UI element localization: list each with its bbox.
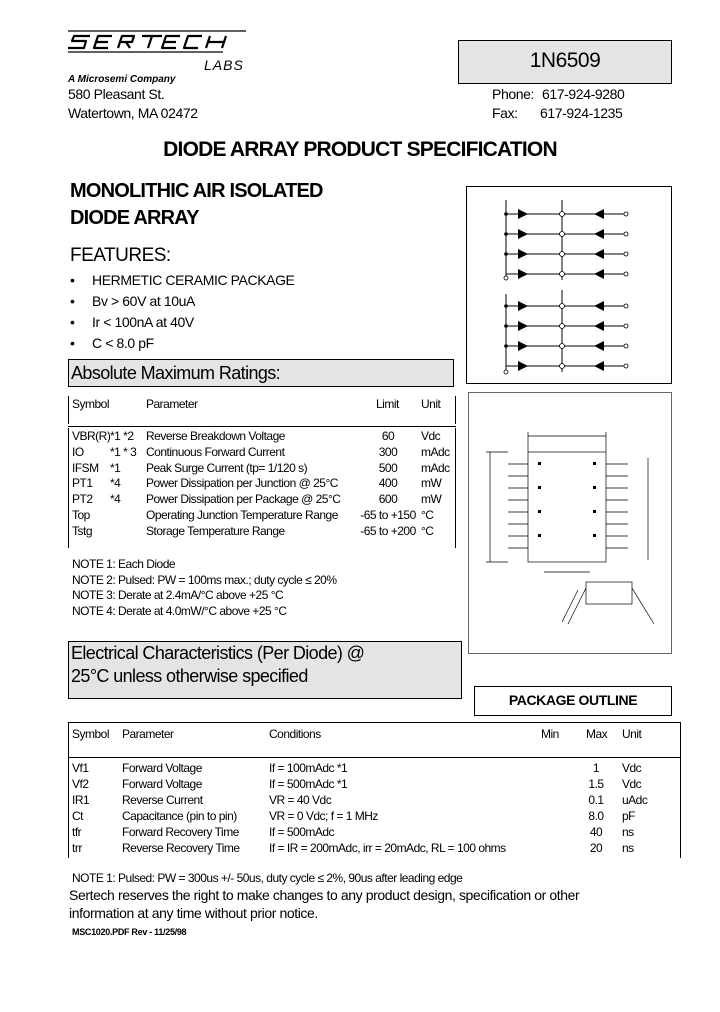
feature-item — [70, 335, 154, 351]
elec-cell-symbol: Vf1 — [72, 761, 89, 775]
abs-cell-limit: -65 to +200 — [360, 523, 416, 538]
elec-header-parameter: Parameter — [122, 727, 174, 741]
product-title-line-1: MONOLITHIC AIR ISOLATED — [70, 180, 323, 202]
abs-header-parameter: Parameter — [146, 397, 198, 411]
elec-cell-parameter: Forward Voltage — [122, 761, 202, 775]
abs-note-4: NOTE 4: Derate at 4.0mW/°C above +25 °C — [72, 604, 287, 618]
elec-cell-max: 0.1 — [588, 793, 604, 807]
elec-cell-parameter: Reverse Recovery Time — [122, 841, 240, 855]
elec-cell-parameter: Forward Recovery Time — [122, 825, 239, 839]
product-title-line-2: DIODE ARRAY — [70, 207, 199, 229]
elec-cell-unit: Vdc — [622, 761, 642, 775]
elec-cell-unit: ns — [622, 841, 634, 855]
table-border — [68, 722, 69, 858]
abs-cell-parameter: Peak Surge Current (tp= 1/120 s) — [146, 460, 308, 475]
abs-cell-limit: 600 — [378, 492, 398, 507]
abs-cell-parameter: Reverse Breakdown Voltage — [146, 429, 285, 443]
feature-text: HERMETIC CERAMIC PACKAGE — [92, 272, 295, 288]
abs-max-heading: Absolute Maximum Ratings: — [68, 359, 454, 387]
feature-item — [70, 314, 194, 330]
abs-cell-symbol: PT1 — [72, 476, 93, 491]
diode-array-schematic — [466, 186, 672, 384]
address-line-2: Watertown, MA 02472 — [68, 105, 198, 121]
phone-label: Phone: — [492, 86, 534, 102]
abs-note-1: NOTE 1: Each Diode — [72, 557, 176, 571]
table-border — [68, 428, 69, 548]
phone-number: 617-924-9280 — [542, 86, 625, 102]
abs-cell-symbol: PT2 — [72, 492, 93, 507]
abs-cell-note: *1 * 3 — [110, 444, 137, 459]
elec-cell-parameter: Forward Voltage — [122, 777, 202, 791]
package-outline-label: PACKAGE OUTLINE — [474, 686, 672, 716]
footer-doc-id: MSC1020.PDF Rev - 11/25/98 — [72, 927, 187, 937]
elec-heading-line-1: Electrical Characteristics (Per Diode) @ — [71, 643, 365, 663]
elec-cell-symbol: IR1 — [72, 793, 90, 807]
abs-note-3: NOTE 3: Derate at 2.4mA/°C above +25 °C — [72, 588, 284, 602]
elec-cell-unit: uAdc — [622, 793, 648, 807]
feature-text: Ir < 100nA at 40V — [92, 314, 194, 330]
elec-cell-conditions: If = 500mAdc — [269, 825, 335, 839]
company-tagline: A Microsemi Company — [68, 74, 176, 85]
elec-cell-unit: Vdc — [622, 777, 642, 791]
elec-cell-max: 1.5 — [588, 777, 604, 791]
elec-header-unit: Unit — [622, 727, 642, 741]
abs-cell-symbol: Top — [72, 508, 90, 522]
abs-cell-parameter: Storage Temperature Range — [146, 523, 285, 538]
abs-cell-symbol: IFSM — [72, 460, 99, 475]
table-divider — [68, 722, 681, 723]
elec-header-max: Max — [586, 727, 608, 741]
elec-heading — [68, 641, 462, 699]
elec-cell-symbol: tfr — [72, 825, 82, 839]
elec-cell-parameter: Capacitance (pin to pin) — [122, 809, 237, 823]
elec-cell-unit: pF — [622, 809, 636, 823]
elec-note: NOTE 1: Pulsed: PW = 300us +/- 50us, duty cycle ≤ 2%, 90us after leading edge — [72, 871, 463, 885]
elec-header-conditions: Conditions — [269, 727, 321, 741]
abs-cell-limit: 60 — [381, 429, 395, 443]
abs-cell-note: *1 — [110, 460, 121, 475]
abs-cell-parameter: Power Dissipation per Junction @ 25°C — [146, 476, 338, 491]
elec-cell-unit: ns — [622, 825, 634, 839]
abs-cell-unit: mAdc — [421, 444, 450, 459]
feature-text: Bv > 60V at 10uA — [92, 293, 195, 309]
bullet: • — [70, 272, 75, 288]
svg-text:LABS: LABS — [204, 57, 244, 73]
elec-heading-line-2: 25°C unless otherwise specified — [71, 665, 308, 686]
abs-cell-parameter: Continuous Forward Current — [146, 444, 285, 459]
elec-cell-conditions: VR = 0 Vdc; f = 1 MHz — [269, 809, 378, 823]
elec-header-min: Min — [541, 727, 559, 741]
elec-cell-symbol: trr — [72, 841, 82, 855]
abs-header-unit: Unit — [421, 397, 441, 411]
abs-cell-unit: °C — [421, 523, 434, 538]
abs-cell-limit: 300 — [378, 444, 398, 459]
sertech-labs-logo — [68, 28, 258, 74]
abs-header-limit: Limit — [376, 397, 399, 411]
table-border — [455, 428, 456, 548]
elec-cell-max: 1 — [592, 761, 600, 775]
abs-cell-note: *1 *2 — [110, 429, 134, 443]
feature-text: C < 8.0 pF — [92, 335, 154, 351]
feature-item — [70, 272, 295, 288]
abs-cell-note: *4 — [110, 476, 121, 491]
abs-cell-limit: -65 to +150 — [360, 508, 416, 522]
address-line-1: 580 Pleasant St. — [68, 86, 165, 102]
table-divider — [68, 757, 681, 758]
abs-cell-symbol: IO — [72, 444, 84, 459]
document-title: DIODE ARRAY PRODUCT SPECIFICATION — [163, 138, 557, 161]
abs-cell-symbol: Tstg — [72, 523, 93, 538]
elec-cell-conditions: If = IR = 200mAdc, irr = 20mAdc, RL = 100 ohms — [269, 841, 506, 855]
abs-cell-symbol: VBR(R) — [72, 429, 111, 443]
bullet: • — [70, 293, 75, 309]
table-divider — [68, 426, 456, 427]
abs-cell-note: *4 — [110, 492, 121, 507]
elec-cell-conditions: If = 100mAdc *1 — [269, 761, 348, 775]
abs-cell-unit: Vdc — [421, 429, 441, 443]
elec-cell-max: 20 — [589, 841, 603, 855]
abs-cell-unit: mAdc — [421, 460, 450, 475]
table-border — [680, 722, 681, 858]
abs-cell-parameter: Power Dissipation per Package @ 25°C — [146, 492, 341, 507]
package-outline-drawing — [468, 392, 672, 654]
table-border — [68, 396, 69, 424]
abs-cell-unit: mW — [421, 476, 442, 491]
elec-cell-symbol: Vf2 — [72, 777, 89, 791]
abs-cell-limit: 400 — [378, 476, 398, 491]
bullet: • — [70, 314, 75, 330]
abs-cell-unit: mW — [421, 492, 442, 507]
abs-cell-unit: °C — [421, 508, 434, 522]
elec-cell-max: 8.0 — [588, 809, 604, 823]
abs-note-2: NOTE 2: Pulsed: PW = 100ms max.; duty cycle ≤ 20% — [72, 573, 337, 587]
bullet: • — [70, 335, 75, 351]
elec-cell-max: 40 — [589, 825, 603, 839]
features-heading: FEATURES: — [70, 245, 171, 266]
feature-item — [70, 293, 195, 309]
abs-cell-parameter: Operating Junction Temperature Range — [146, 508, 338, 522]
fax-number: 617-924-1235 — [540, 105, 623, 121]
part-number-box: 1N6509 — [458, 40, 672, 84]
disclaimer-line-1: Sertech reserves the right to make changes to any product design, specification or other — [69, 887, 580, 903]
elec-cell-parameter: Reverse Current — [122, 793, 203, 807]
elec-header-symbol: Symbol — [72, 727, 110, 741]
table-border — [455, 396, 456, 424]
elec-cell-conditions: VR = 40 Vdc — [269, 793, 332, 807]
fax-label: Fax: — [492, 105, 518, 121]
disclaimer-line-2: information at any time without prior notice. — [69, 905, 318, 921]
abs-header-symbol: Symbol — [72, 397, 110, 411]
abs-cell-limit: 500 — [378, 460, 398, 475]
elec-cell-conditions: If = 500mAdc *1 — [269, 777, 348, 791]
elec-cell-symbol: Ct — [72, 809, 83, 823]
